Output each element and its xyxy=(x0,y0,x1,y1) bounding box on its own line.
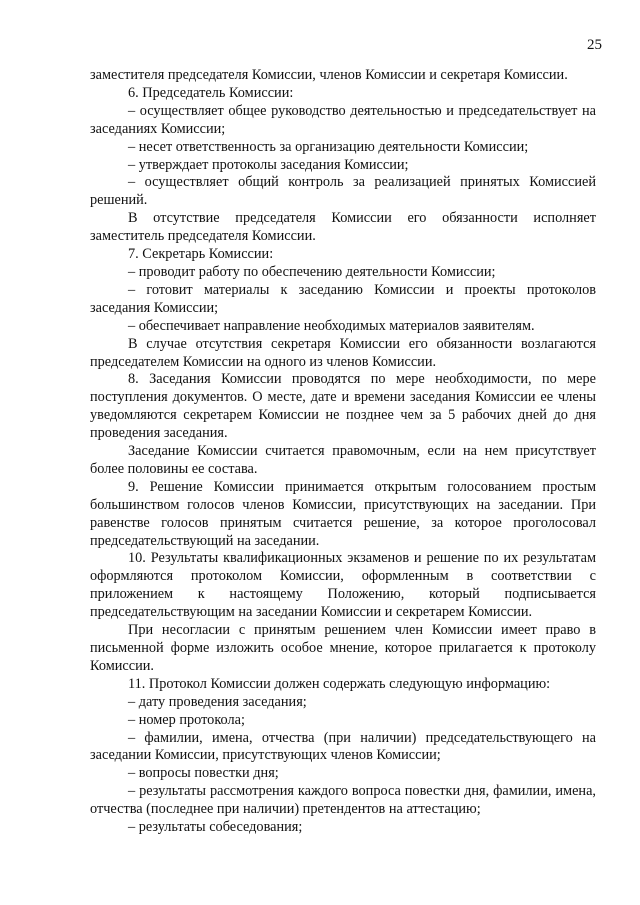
paragraph: В случае отсутствия секретаря Комиссии его обязанности возлагаются председателем Комиссии на одного из членов Комиссии. xyxy=(90,335,596,370)
document-body xyxy=(90,67,596,837)
paragraph: Заседание Комиссии считается правомочным, если на нем присутствует более половины ее состава. xyxy=(90,443,596,477)
paragraph: 11. Протокол Комиссии должен содержать следующую информацию: xyxy=(128,675,551,692)
paragraph: – утверждает протоколы заседания Комиссии; xyxy=(128,156,409,173)
paragraph: – номер протокола; xyxy=(128,711,245,728)
page-number: 25 xyxy=(587,37,602,53)
paragraph: – результаты рассмотрения каждого вопроса повестки дня, фамилии, имена, отчества (последнее при наличии) претендентов на аттестацию; xyxy=(90,783,596,818)
paragraph: При несогласии с принятым решением член Комиссии имеет право в письменной форме изложить особое мнение, которое прилагается к протоколу Комиссии. xyxy=(90,622,596,674)
paragraph: 7. Секретарь Комиссии: xyxy=(128,246,274,263)
paragraph: 10. Результаты квалификационных экзаменов и решение по их результатам оформляются протоколом Комиссии, оформленным в соответствии с приложением к настоящему Положению, который подписывается председательствующим на заседании Комиссии и секретарем Комиссии. xyxy=(90,550,596,621)
paragraph: 9. Решение Комиссии принимается открытым голосованием простым большинством голосов членов Комиссии, присутствующих на заседании. При равенстве голосов принятым считается решение, за которое проголосовал председательствующий на заседании. xyxy=(90,478,596,549)
paragraph: – осуществляет общее руководство деятельностью и председательствует на заседаниях Комиссии; xyxy=(90,102,596,137)
paragraph: В отсутствие председателя Комиссии его обязанности исполняет заместитель председателя Комиссии. xyxy=(90,210,596,245)
paragraph: – несет ответственность за организацию деятельности Комиссии; xyxy=(128,138,529,155)
paragraph: 6. Председатель Комиссии: xyxy=(128,84,294,101)
paragraph: – осуществляет общий контроль за реализацией принятых Комиссией решений. xyxy=(90,174,596,209)
paragraph: – вопросы повестки дня; xyxy=(128,765,279,782)
paragraph: заместителя председателя Комиссии, членов Комиссии и секретаря Комиссии. xyxy=(90,67,568,83)
paragraph: – обеспечивает направление необходимых материалов заявителям. xyxy=(128,317,535,334)
paragraph: – дату проведения заседания; xyxy=(128,693,307,710)
paragraph: – фамилии, имена, отчества (при наличии) председательствующего на заседании Комиссии, присутствующих членов Комиссии; xyxy=(90,729,596,764)
paragraph: – готовит материалы к заседанию Комиссии и проекты протоколов заседания Комиссии; xyxy=(90,281,596,316)
paragraph: 8. Заседания Комиссии проводятся по мере необходимости, по мере поступления документов. О месте, дате и времени заседания Комиссии ее члены уведомляются секретарем Комиссии не позднее чем за 5 рабочих дней до дня проведения заседания. xyxy=(90,371,596,442)
paragraph: – проводит работу по обеспечению деятельности Комиссии; xyxy=(128,263,496,280)
paragraph: – результаты собеседования; xyxy=(128,819,303,836)
